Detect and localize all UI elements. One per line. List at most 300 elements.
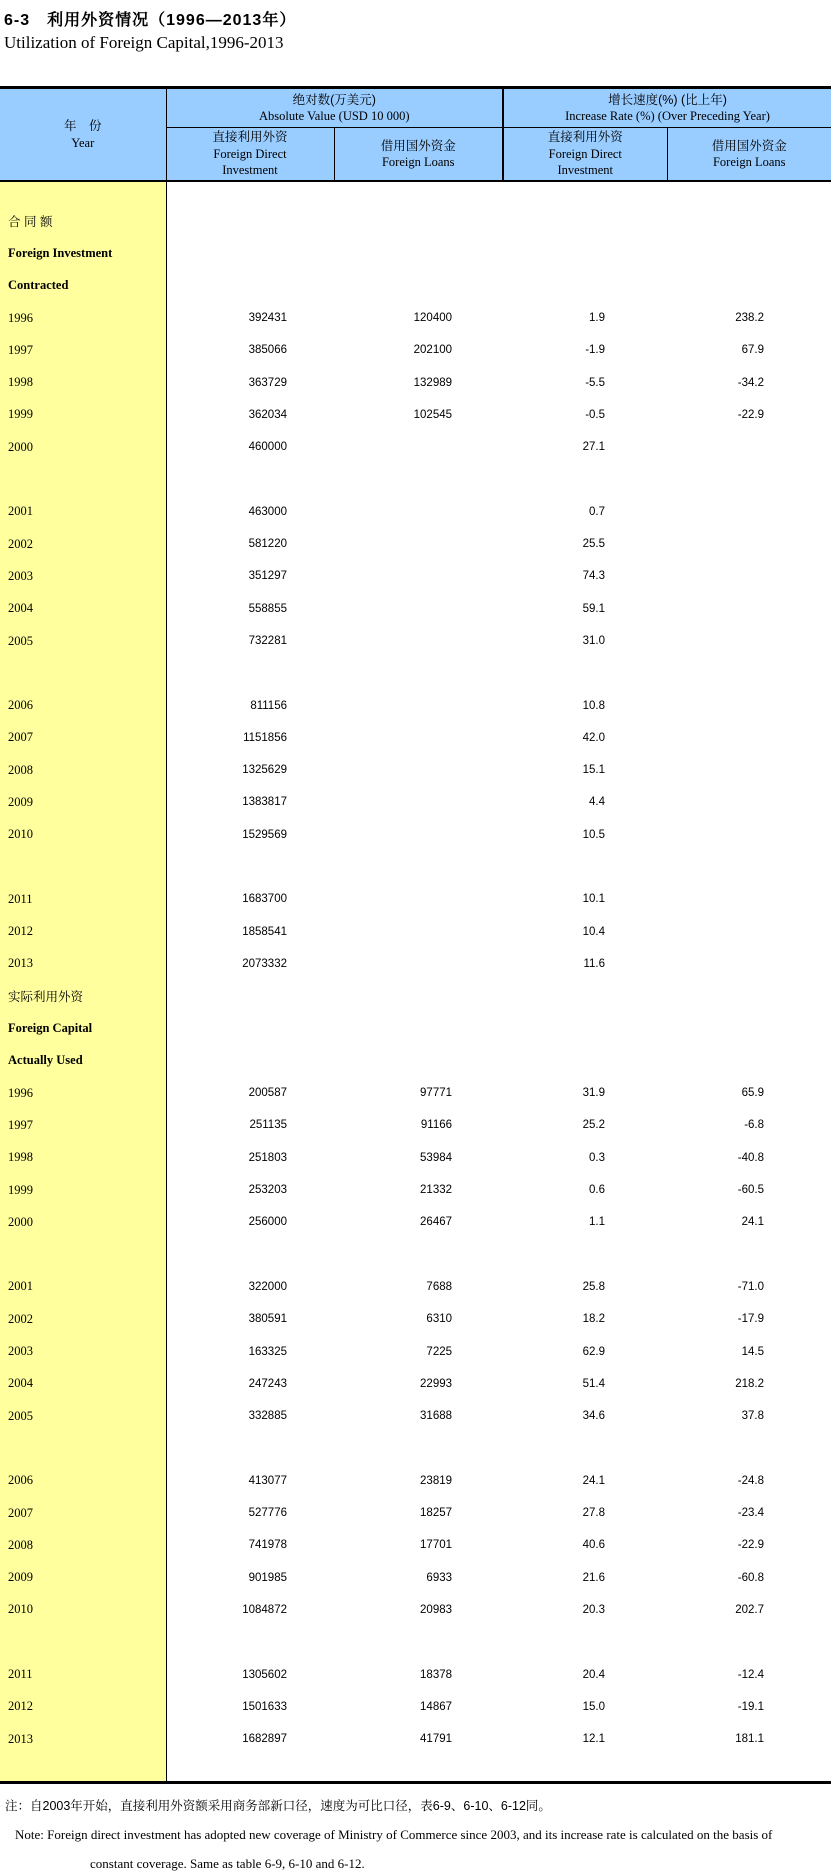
cell-loans-rate xyxy=(667,722,831,754)
cell-loans-rate: 181.1 xyxy=(735,1733,765,1746)
col-group-increase-rate xyxy=(503,89,831,127)
cell-fdi-rate xyxy=(503,1045,667,1077)
col-header-year-en: Year xyxy=(71,135,95,150)
row-label: 1998 xyxy=(0,1142,166,1174)
cell-fdi-rate: 10.5 xyxy=(582,828,606,841)
cell-fdi-absolute: 1501633 xyxy=(242,1700,287,1713)
cell-fdi-absolute: 558855 xyxy=(248,602,287,615)
cell-fdi-absolute: 256000 xyxy=(248,1216,287,1229)
table-row xyxy=(0,528,831,560)
cell-fdi-rate: 0.7 xyxy=(589,505,606,518)
row-label: 2012 xyxy=(0,916,166,948)
row-label: 实际利用外资 xyxy=(0,980,166,1012)
cell-loans-rate xyxy=(667,593,831,625)
row-label: 2011 xyxy=(0,1658,166,1690)
cell-fdi-rate: 62.9 xyxy=(582,1345,606,1358)
table-row xyxy=(0,1432,831,1464)
row-label: 2004 xyxy=(0,593,166,625)
table-row xyxy=(0,334,831,366)
cell-fdi-absolute: 732281 xyxy=(248,635,287,647)
table-row xyxy=(0,560,831,592)
cell-fdi-absolute: 385066 xyxy=(248,344,287,357)
cell-fdi-rate: -5.5 xyxy=(585,376,606,389)
table-row xyxy=(0,980,831,1012)
cell-fdi-rate xyxy=(503,270,667,302)
cell-fdi-rate: 27.8 xyxy=(582,1507,606,1520)
cell-fdi-absolute xyxy=(166,1239,334,1271)
col-header-fdi-absolute-en1: Foreign Direct xyxy=(213,146,287,161)
cell-loans-rate xyxy=(667,883,831,915)
cell-fdi-absolute xyxy=(166,1045,334,1077)
row-label: 1997 xyxy=(0,334,166,366)
table-row xyxy=(0,1142,831,1174)
row-label: Actually Used xyxy=(0,1045,166,1077)
cell-fdi-absolute: 163325 xyxy=(248,1345,287,1358)
cell-loans-absolute: 21332 xyxy=(420,1184,453,1197)
row-label: 2013 xyxy=(0,1723,166,1755)
cell-loans-absolute: 6310 xyxy=(426,1313,453,1326)
cell-loans-absolute: 23819 xyxy=(420,1474,453,1487)
cell-loans-absolute: 18257 xyxy=(420,1507,453,1520)
col-header-fdi-rate-en1: Foreign Direct xyxy=(548,146,622,161)
cell-loans-rate xyxy=(667,205,831,237)
cell-loans-absolute: 132989 xyxy=(413,376,453,389)
cell-fdi-absolute: 1151856 xyxy=(243,731,287,744)
table-row xyxy=(0,689,831,721)
cell-fdi-absolute: 581220 xyxy=(248,538,287,551)
table-body xyxy=(0,181,831,1781)
cell-fdi-rate: 31.0 xyxy=(582,635,606,647)
table-row xyxy=(0,270,831,302)
col-header-fdi-absolute-en2: Investment xyxy=(222,162,278,177)
cell-loans-absolute: 41791 xyxy=(420,1733,453,1746)
cell-loans-rate xyxy=(667,948,831,980)
cell-loans-rate xyxy=(667,851,831,883)
cell-fdi-absolute xyxy=(166,270,334,302)
cell-loans-absolute xyxy=(334,1012,503,1044)
cell-loans-absolute xyxy=(334,1239,503,1271)
row-label xyxy=(0,463,166,495)
col-header-fdi-rate xyxy=(503,127,667,181)
cell-loans-rate: -60.5 xyxy=(737,1184,765,1197)
cell-fdi-absolute: 1325629 xyxy=(242,764,287,777)
cell-fdi-rate: 12.1 xyxy=(582,1733,606,1746)
cell-fdi-absolute: 392431 xyxy=(248,312,287,325)
cell-fdi-rate xyxy=(503,1239,667,1271)
table-row xyxy=(0,496,831,528)
cell-loans-absolute xyxy=(334,689,503,721)
row-label: 2003 xyxy=(0,560,166,592)
cell-loans-absolute: 18378 xyxy=(420,1668,453,1681)
cell-loans-rate: -71.0 xyxy=(737,1280,765,1293)
cell-fdi-rate xyxy=(503,657,667,689)
table-row xyxy=(0,819,831,851)
table-row xyxy=(0,302,831,334)
row-label: 2007 xyxy=(0,722,166,754)
row-label: 2008 xyxy=(0,754,166,786)
row-label: 2013 xyxy=(0,948,166,980)
cell-loans-rate: -19.1 xyxy=(737,1700,765,1713)
cell-loans-rate xyxy=(667,754,831,786)
row-label: 2000 xyxy=(0,1206,166,1238)
cell-loans-rate xyxy=(667,237,831,269)
cell-loans-absolute xyxy=(334,205,503,237)
cell-fdi-rate: 42.0 xyxy=(582,731,606,744)
cell-loans-absolute xyxy=(334,722,503,754)
row-label xyxy=(0,851,166,883)
col-header-fdi-rate-zh: 直接利用外资 xyxy=(547,130,623,145)
cell-loans-rate: -40.8 xyxy=(737,1151,765,1164)
cell-loans-absolute xyxy=(334,948,503,980)
cell-loans-absolute: 17701 xyxy=(420,1539,453,1552)
col-group-rate-zh: 增长速度(%) (比上年) xyxy=(608,92,727,107)
cell-fdi-absolute: 1683700 xyxy=(242,893,287,906)
col-group-absolute-zh: 绝对数(万美元) xyxy=(292,92,376,107)
cell-fdi-absolute: 322000 xyxy=(248,1280,287,1293)
row-label: 1997 xyxy=(0,1109,166,1141)
cell-fdi-rate: 34.6 xyxy=(582,1410,606,1423)
cell-loans-rate: 24.1 xyxy=(741,1216,765,1229)
cell-fdi-absolute: 247243 xyxy=(248,1377,287,1390)
cell-fdi-absolute xyxy=(166,463,334,495)
row-label: 2003 xyxy=(0,1335,166,1367)
col-header-loans-absolute-zh: 借用国外资金 xyxy=(380,138,456,153)
table-row xyxy=(0,399,831,431)
cell-fdi-absolute xyxy=(166,657,334,689)
cell-fdi-rate: 0.6 xyxy=(589,1184,606,1197)
row-label: 2011 xyxy=(0,883,166,915)
cell-fdi-rate: 40.6 xyxy=(582,1539,606,1552)
table-row xyxy=(0,1465,831,1497)
cell-loans-absolute xyxy=(334,851,503,883)
cell-fdi-absolute xyxy=(166,980,334,1012)
row-label: 2004 xyxy=(0,1368,166,1400)
cell-loans-absolute xyxy=(334,754,503,786)
table-row xyxy=(0,1658,831,1690)
table-row xyxy=(0,1723,831,1755)
row-label: 1996 xyxy=(0,1077,166,1109)
cell-loans-absolute: 14867 xyxy=(420,1700,453,1713)
cell-loans-absolute xyxy=(334,625,503,657)
cell-loans-rate: -22.9 xyxy=(737,1539,765,1552)
cell-loans-rate: 67.9 xyxy=(741,344,765,357)
cell-fdi-rate xyxy=(503,205,667,237)
row-label: 2009 xyxy=(0,786,166,818)
table-row xyxy=(0,1206,831,1238)
cell-loans-rate xyxy=(667,786,831,818)
col-header-loans-rate-zh: 借用国外资金 xyxy=(711,138,787,153)
col-header-loans-absolute-en1: Foreign Loans xyxy=(381,154,455,169)
cell-fdi-rate: 0.3 xyxy=(589,1151,606,1164)
cell-loans-rate xyxy=(667,1012,831,1044)
cell-loans-absolute: 20983 xyxy=(420,1603,453,1616)
cell-loans-absolute: 22993 xyxy=(420,1377,453,1390)
cell-fdi-rate xyxy=(503,463,667,495)
cell-fdi-absolute: 351297 xyxy=(248,570,287,583)
cell-loans-absolute: 97771 xyxy=(420,1087,453,1100)
cell-loans-rate xyxy=(667,657,831,689)
cell-fdi-absolute: 1682897 xyxy=(242,1733,287,1746)
cell-loans-absolute xyxy=(334,463,503,495)
table-row xyxy=(0,722,831,754)
row-label: 1999 xyxy=(0,1174,166,1206)
col-header-loans-rate xyxy=(667,127,831,181)
cell-loans-rate xyxy=(667,1045,831,1077)
cell-loans-absolute xyxy=(334,496,503,528)
row-label: 2006 xyxy=(0,1465,166,1497)
cell-loans-rate xyxy=(667,689,831,721)
cell-fdi-absolute xyxy=(166,1012,334,1044)
cell-loans-absolute xyxy=(334,270,503,302)
cell-loans-rate: 202.7 xyxy=(735,1603,765,1616)
cell-loans-rate: 37.8 xyxy=(741,1410,765,1423)
table-row xyxy=(0,1077,831,1109)
table-row xyxy=(0,1012,831,1044)
cell-fdi-absolute: 362034 xyxy=(248,408,287,421)
row-label xyxy=(0,1239,166,1271)
row-label: 2000 xyxy=(0,431,166,463)
cell-fdi-rate: 18.2 xyxy=(582,1313,606,1326)
cell-fdi-rate: 25.8 xyxy=(582,1280,606,1293)
row-label: 2002 xyxy=(0,528,166,560)
cell-loans-absolute: 7688 xyxy=(426,1280,453,1293)
cell-loans-rate: 238.2 xyxy=(735,312,765,325)
col-header-fdi-absolute xyxy=(166,127,334,181)
row-label xyxy=(0,1626,166,1658)
cell-fdi-absolute: 253203 xyxy=(248,1184,287,1197)
cell-fdi-absolute: 1305602 xyxy=(242,1668,287,1681)
col-header-fdi-rate-en2: Investment xyxy=(557,162,614,177)
table-row xyxy=(0,1691,831,1723)
page-title-zh: 6-3 利用外资情况（1996—2013年） xyxy=(4,12,297,29)
col-header-fdi-absolute-zh: 直接利用外资 xyxy=(212,130,288,145)
cell-loans-absolute: 7225 xyxy=(426,1345,453,1358)
cell-loans-absolute: 53984 xyxy=(420,1151,453,1164)
row-label: 2006 xyxy=(0,689,166,721)
cell-fdi-absolute xyxy=(166,1432,334,1464)
cell-fdi-rate: 20.3 xyxy=(582,1603,606,1616)
cell-loans-absolute xyxy=(334,657,503,689)
cell-fdi-rate: 25.2 xyxy=(582,1119,606,1132)
cell-fdi-absolute: 332885 xyxy=(248,1410,287,1423)
row-label: 2007 xyxy=(0,1497,166,1529)
table-row xyxy=(0,1271,831,1303)
cell-loans-absolute: 26467 xyxy=(420,1216,453,1229)
cell-fdi-rate xyxy=(503,1626,667,1658)
row-label xyxy=(0,181,166,205)
table-row xyxy=(0,625,831,657)
cell-fdi-rate xyxy=(503,851,667,883)
footnotes xyxy=(0,1796,831,1872)
cell-loans-rate xyxy=(667,819,831,851)
cell-loans-absolute xyxy=(334,1045,503,1077)
cell-fdi-rate xyxy=(503,1432,667,1464)
col-header-loans-absolute xyxy=(334,127,503,181)
row-label: 合 同 额 xyxy=(0,205,166,237)
cell-fdi-absolute: 251135 xyxy=(249,1119,287,1132)
cell-fdi-rate: 4.4 xyxy=(589,796,606,809)
table-row xyxy=(0,463,831,495)
cell-loans-absolute xyxy=(334,431,503,463)
table-row xyxy=(0,1174,831,1206)
cell-loans-rate xyxy=(667,560,831,592)
cell-loans-absolute xyxy=(334,593,503,625)
cell-loans-absolute xyxy=(334,237,503,269)
cell-loans-rate xyxy=(667,1626,831,1658)
row-label: 2001 xyxy=(0,496,166,528)
col-group-absolute-en: Absolute Value (USD 10 000) xyxy=(259,108,410,123)
row-label xyxy=(0,657,166,689)
row-label: 2001 xyxy=(0,1271,166,1303)
cell-loans-rate xyxy=(667,431,831,463)
table-row xyxy=(0,1400,831,1432)
table-row xyxy=(0,1368,831,1400)
table-row xyxy=(0,1594,831,1626)
cell-fdi-rate: 27.1 xyxy=(582,441,606,454)
table-row xyxy=(0,1303,831,1335)
row-label: 2009 xyxy=(0,1561,166,1593)
cell-fdi-rate: 24.1 xyxy=(582,1474,606,1487)
col-header-year-zh: 年 份 xyxy=(63,119,102,134)
cell-loans-absolute xyxy=(334,560,503,592)
cell-fdi-absolute: 380591 xyxy=(248,1313,287,1326)
table-row xyxy=(0,657,831,689)
table-row xyxy=(0,1045,831,1077)
cell-fdi-rate: 11.6 xyxy=(583,957,606,970)
cell-fdi-absolute: 1858541 xyxy=(242,925,287,938)
cell-fdi-absolute xyxy=(166,1626,334,1658)
cell-fdi-absolute: 1084872 xyxy=(242,1603,287,1616)
footnote-en-line2: constant coverage. Same as table 6-9, 6-10 and 6-12. xyxy=(90,1856,365,1872)
table-row xyxy=(0,1561,831,1593)
col-group-rate-en: Increase Rate (%) (Over Preceding Year) xyxy=(565,108,770,123)
cell-fdi-absolute: 460000 xyxy=(248,441,287,454)
cell-fdi-rate: 10.8 xyxy=(582,699,606,712)
table-row xyxy=(0,883,831,915)
cell-fdi-absolute: 901985 xyxy=(248,1571,287,1584)
table-row xyxy=(0,851,831,883)
row-label: 2012 xyxy=(0,1691,166,1723)
cell-fdi-absolute: 413077 xyxy=(248,1474,287,1487)
cell-loans-absolute: 120400 xyxy=(413,312,453,325)
row-label: 2002 xyxy=(0,1303,166,1335)
cell-fdi-rate xyxy=(503,237,667,269)
cell-loans-rate xyxy=(667,1239,831,1271)
cell-loans-rate xyxy=(667,980,831,1012)
cell-fdi-absolute xyxy=(166,851,334,883)
cell-fdi-absolute: 527776 xyxy=(248,1507,287,1520)
cell-loans-rate xyxy=(667,270,831,302)
table-row xyxy=(0,1109,831,1141)
table-row xyxy=(0,1626,831,1658)
table-row xyxy=(0,786,831,818)
cell-fdi-rate xyxy=(503,980,667,1012)
cell-fdi-absolute: 200587 xyxy=(248,1087,287,1100)
cell-fdi-absolute: 251803 xyxy=(248,1151,287,1164)
header-group-row xyxy=(0,89,831,127)
cell-loans-absolute xyxy=(334,528,503,560)
cell-loans-rate: -12.4 xyxy=(737,1668,765,1681)
cell-loans-absolute: 202100 xyxy=(413,344,453,357)
spacer-row xyxy=(0,1755,831,1781)
page-title-en: Utilization of Foreign Capital,1996-2013 xyxy=(4,33,284,52)
row-label: 2008 xyxy=(0,1529,166,1561)
table-row xyxy=(0,948,831,980)
row-label: Foreign Investment xyxy=(0,237,166,269)
row-label: 1999 xyxy=(0,399,166,431)
cell-loans-rate: -6.8 xyxy=(744,1119,765,1132)
cell-loans-rate: -22.9 xyxy=(737,408,765,421)
cell-loans-absolute xyxy=(334,819,503,851)
table-row xyxy=(0,1239,831,1271)
cell-fdi-absolute: 811156 xyxy=(250,699,287,712)
cell-loans-rate: 218.2 xyxy=(735,1377,765,1390)
cell-loans-absolute: 102545 xyxy=(413,408,453,421)
cell-loans-absolute: 31688 xyxy=(420,1410,453,1423)
cell-loans-rate: -24.8 xyxy=(737,1474,765,1487)
row-label: 2005 xyxy=(0,1400,166,1432)
cell-fdi-absolute xyxy=(166,205,334,237)
footnote-zh: 注：自2003年开始，直接利用外资额采用商务部新口径，速度为可比口径，表6-9、6-10、6-12同。 xyxy=(5,1799,551,1814)
row-label xyxy=(0,1432,166,1464)
cell-fdi-rate: 15.0 xyxy=(582,1700,606,1713)
row-label: 2005 xyxy=(0,625,166,657)
cell-loans-rate: 65.9 xyxy=(741,1087,765,1100)
cell-loans-rate: -17.9 xyxy=(737,1313,765,1326)
cell-loans-rate: 14.5 xyxy=(741,1345,765,1358)
table-row xyxy=(0,1529,831,1561)
col-header-loans-rate-en1: Foreign Loans xyxy=(712,154,786,169)
foreign-capital-table xyxy=(0,86,831,1784)
cell-fdi-rate: 10.4 xyxy=(582,925,606,938)
cell-loans-absolute xyxy=(334,980,503,1012)
table-row xyxy=(0,754,831,786)
cell-loans-absolute xyxy=(334,1432,503,1464)
data-table xyxy=(0,89,831,1781)
row-label: Foreign Capital xyxy=(0,1012,166,1044)
cell-loans-rate xyxy=(667,463,831,495)
col-header-year xyxy=(0,89,166,181)
row-label: 2010 xyxy=(0,1594,166,1626)
footnote-en-line1: Note: Foreign direct investment has adopted new coverage of Ministry of Commerce since 2003, and its increase rate is calculated on the basis of xyxy=(15,1827,773,1843)
cell-loans-absolute xyxy=(334,1626,503,1658)
cell-fdi-rate: 51.4 xyxy=(582,1377,606,1390)
row-label: 2010 xyxy=(0,819,166,851)
cell-loans-absolute xyxy=(334,883,503,915)
cell-fdi-rate: 74.3 xyxy=(582,570,606,583)
cell-fdi-absolute: 741978 xyxy=(248,1539,287,1552)
table-row xyxy=(0,593,831,625)
row-label: 1996 xyxy=(0,302,166,334)
row-label: Contracted xyxy=(0,270,166,302)
row-label xyxy=(0,1755,166,1781)
cell-loans-rate xyxy=(667,528,831,560)
table-row xyxy=(0,366,831,398)
cell-fdi-rate: 25.5 xyxy=(582,538,606,551)
cell-loans-rate xyxy=(667,496,831,528)
cell-fdi-rate: -0.5 xyxy=(585,408,606,421)
cell-fdi-rate: 10.1 xyxy=(582,893,606,906)
cell-loans-rate xyxy=(667,916,831,948)
cell-fdi-rate: 59.1 xyxy=(582,602,606,615)
cell-loans-rate: -34.2 xyxy=(737,376,765,389)
cell-fdi-absolute xyxy=(166,237,334,269)
cell-fdi-rate: 15.1 xyxy=(582,764,606,777)
table-row xyxy=(0,916,831,948)
table-row xyxy=(0,431,831,463)
cell-loans-absolute xyxy=(334,786,503,818)
spacer-row xyxy=(0,181,831,205)
